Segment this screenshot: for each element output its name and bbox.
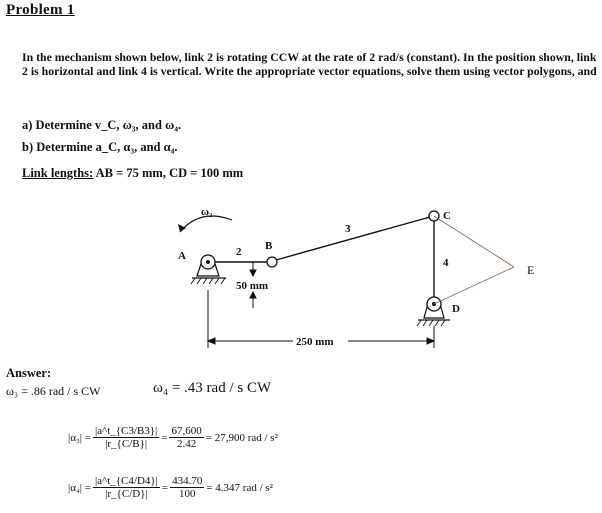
alpha3-values	[169, 425, 203, 450]
link-de	[434, 267, 514, 304]
omega2-arc	[180, 216, 232, 232]
alpha4-equation	[68, 475, 273, 500]
alpha4-ratio	[93, 475, 160, 500]
link-3	[276, 217, 430, 260]
alpha4-den-value: 100	[178, 488, 196, 500]
alpha3-equals: =	[161, 431, 168, 444]
alpha4-denominator: |r_{C/D}|	[105, 488, 148, 500]
point-e-label: E	[527, 263, 535, 277]
ground-pivot-d	[417, 297, 450, 326]
dim-vertical-label: 50 mm	[236, 280, 269, 292]
alpha3-equation	[68, 425, 278, 450]
link-lengths-value: AB = 75 mm, CD = 100 mm	[95, 166, 244, 180]
point-a-label: A	[178, 250, 186, 262]
dim-horizontal-label: 250 mm	[296, 336, 334, 348]
alpha3-den-value: 2.42	[176, 438, 197, 450]
part-b: b) Determine a_C, α₃, and α₄.	[22, 140, 178, 154]
omega2-arrowhead	[178, 224, 186, 232]
omega4-answer: ω₄ = .43 rad / s CW	[153, 380, 272, 396]
link-2-label: 2	[236, 246, 242, 258]
alpha4-numerator: |a^t_{C4/D4}|	[94, 475, 158, 487]
alpha4-result: = 4.347 rad / s²	[206, 481, 273, 494]
point-b-label: B	[265, 240, 273, 252]
point-d-label: D	[452, 303, 460, 315]
alpha3-result: = 27,900 rad / s²	[205, 431, 278, 444]
problem-statement: In the mechanism shown below, link 2 is rotating CCW at the rate of 2 rad/s (constant). In the position shown, link 2 is horizontal and link 4 is vertical. Write the appropriate vector equations, solve them using vector polygons, and	[22, 50, 597, 78]
alpha3-denominator: |r_{C/B}|	[105, 438, 148, 450]
link-4-label: 4	[443, 257, 449, 269]
link-3-label: 3	[345, 223, 351, 235]
omega2-label: ω₂	[201, 206, 213, 218]
problem-title: Problem 1	[6, 2, 75, 18]
alpha3-ratio	[93, 425, 159, 450]
alpha3-lhs: |α₃| =	[68, 431, 91, 444]
answer-heading: Answer:	[6, 366, 52, 380]
alpha4-values	[170, 475, 204, 500]
alpha4-lhs: |α₄| =	[68, 481, 91, 494]
part-a: a) Determine v_C, ω₃, and ω₄.	[22, 118, 182, 132]
alpha4-equals: =	[161, 481, 169, 494]
point-c-label: C	[443, 210, 451, 222]
ground-pivot-a	[191, 255, 226, 284]
link-lengths-label: Link lengths:	[22, 166, 94, 180]
alpha3-num-value: 67,600	[171, 425, 202, 437]
joint-b	[267, 257, 277, 267]
alpha3-numerator: |a^t_{C3/B3}|	[94, 425, 158, 437]
alpha4-num-value: 434.70	[172, 475, 203, 487]
omega3-answer: ω₃ = .86 rad / s CW	[6, 384, 101, 398]
